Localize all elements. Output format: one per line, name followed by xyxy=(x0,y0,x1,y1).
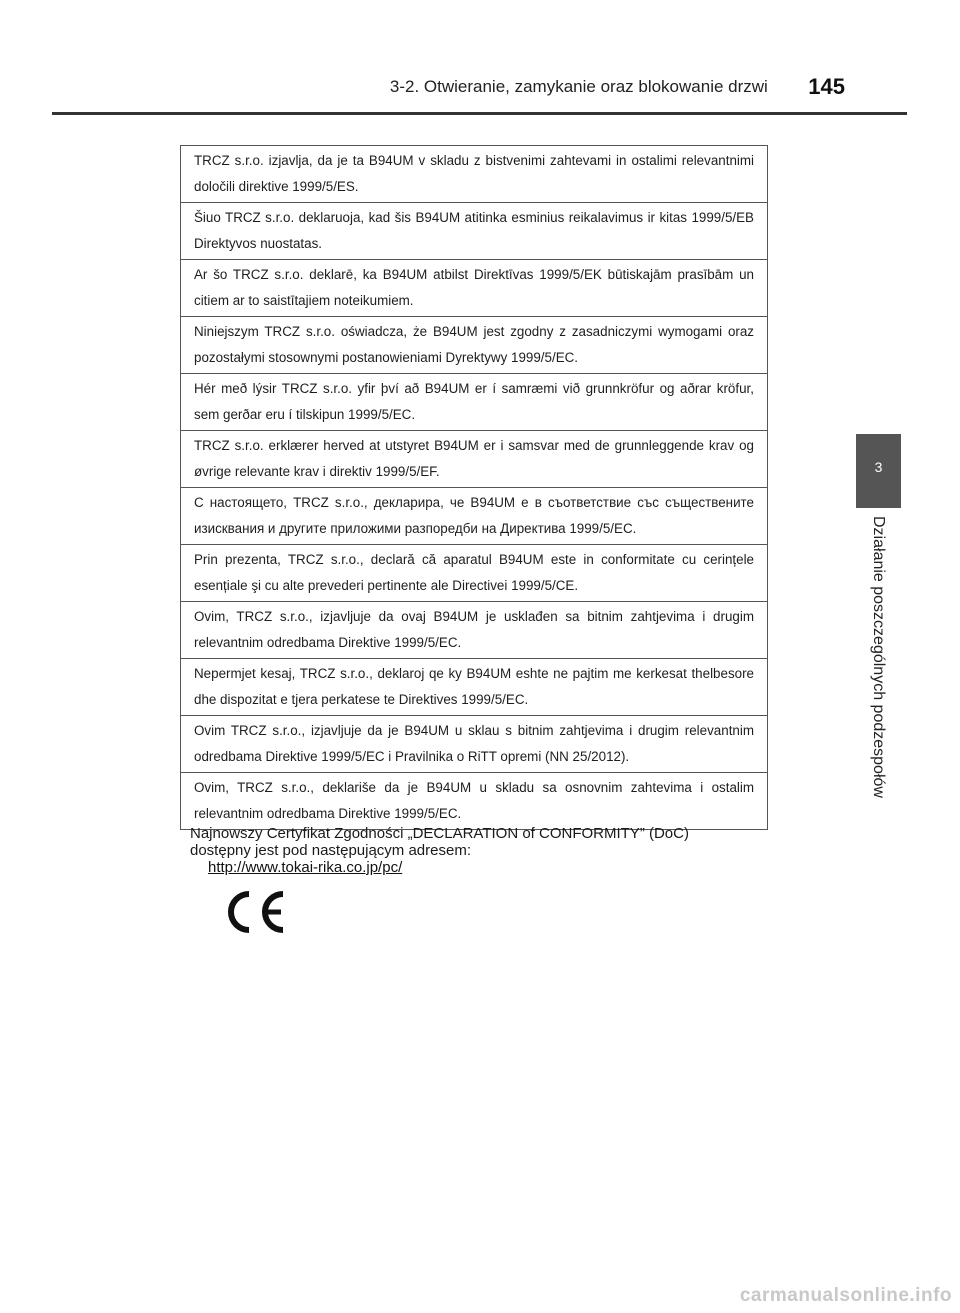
table-row xyxy=(181,659,768,716)
declaration-albanian: Nepermjet kesaj, TRCZ s.r.o., deklaroj qe ky B94UM eshte ne pajtim me kerkesat thelbesore dhe dispozitat e tjera perkatese te Direktives 1999/5/EC. xyxy=(181,659,768,716)
page-header xyxy=(0,74,845,100)
ce-mark-icon xyxy=(220,888,288,936)
table-row xyxy=(181,203,768,260)
table-row xyxy=(181,602,768,659)
declaration-croatian: Ovim TRCZ s.r.o., izjavljuje da je B94UM u sklau s bitnim zahtjevima i drugim relevantnim odredbama Direktive 1999/5/EC i Pravilnika o RiTT opremi (NN 25/2012). xyxy=(181,716,768,773)
page-number: 145 xyxy=(808,74,845,99)
table-row xyxy=(181,374,768,431)
declaration-polish: Niniejszym TRCZ s.r.o. oświadcza, że B94UM jest zgodny z zasadniczymi wymogami oraz pozostałymi stosownymi postanowieniami Dyrektywy 1999/5/EC. xyxy=(181,317,768,374)
table-row xyxy=(181,431,768,488)
declaration-icelandic: Hér með lýsir TRCZ s.r.o. yfir því að B94UM er í samræmi við grunnkröfur og aðrar kröfur, sem gerðar eru í tilskipun 1999/5/EC. xyxy=(181,374,768,431)
chapter-title: Działanie poszczególnych podzespołów xyxy=(870,516,887,798)
table-row xyxy=(181,260,768,317)
declaration-slovenian: TRCZ s.r.o. izjavlja, da je ta B94UM v skladu z bistvenimi zahtevami in ostalimi relevantnimi določili direktive 1999/5/ES. xyxy=(181,146,768,203)
doc-note-line1: Najnowszy Certyfikat Zgodności „DECLARATION of CONFORMITY” (DoC) xyxy=(190,825,689,842)
section-title: 3-2. Otwieranie, zamykanie oraz blokowanie drzwi xyxy=(389,77,768,96)
chapter-title-vertical xyxy=(838,516,918,856)
table-row xyxy=(181,716,768,773)
watermark: carmanualsonline.info xyxy=(739,1285,952,1306)
table-row xyxy=(181,488,768,545)
table-row xyxy=(181,146,768,203)
declaration-bulgarian: С настоящето, TRCZ s.r.o., декларира, че B94UM е в съответствие със съществените изисквания и другите приложими разпоредби на Директива 1999/5/EC. xyxy=(181,488,768,545)
table-row xyxy=(181,773,768,830)
doc-note-line2: dostępny jest pod następującym adresem: xyxy=(190,842,471,859)
table-row xyxy=(181,317,768,374)
declarations-table xyxy=(180,145,768,830)
table-row xyxy=(181,545,768,602)
declaration-romanian: Prin prezenta, TRCZ s.r.o., declară că aparatul B94UM este in conformitate cu cerințele esențiale şi cu alte prevederi pertinente ale Directivei 1999/5/CE. xyxy=(181,545,768,602)
chapter-tab xyxy=(856,434,901,508)
declaration-latvian: Ar šo TRCZ s.r.o. deklarē, ka B94UM atbilst Direktīvas 1999/5/EK būtiskajām prasībām un citiem ar to saistītajiem noteikumiem. xyxy=(181,260,768,317)
declaration-lithuanian: Šiuo TRCZ s.r.o. deklaruoja, kad šis B94UM atitinka esminius reikalavimus ir kitas 1999/5/EB Direktyvos nuostatas. xyxy=(181,203,768,260)
declaration-bosnian: Ovim, TRCZ s.r.o., izjavljuje da ovaj B94UM je usklađen sa bitnim zahtjevima i drugim relevantnim odredbama Direktive 1999/5/EC. xyxy=(181,602,768,659)
header-rule xyxy=(52,112,907,115)
declaration-norwegian: TRCZ s.r.o. erklærer herved at utstyret B94UM er i samsvar med de grunnleggende krav og øvrige relevante krav i direktiv 1999/5/EF. xyxy=(181,431,768,488)
chapter-number: 3 xyxy=(874,459,883,475)
doc-availability-note xyxy=(190,825,770,876)
doc-url-link[interactable]: http://www.tokai-rika.co.jp/pc/ xyxy=(208,859,403,876)
declaration-serbian: Ovim, TRCZ s.r.o., deklariše da je B94UM u skladu sa osnovnim zahtevima i ostalim relevantnim odredbama Direktive 1999/5/EC. xyxy=(181,773,768,830)
